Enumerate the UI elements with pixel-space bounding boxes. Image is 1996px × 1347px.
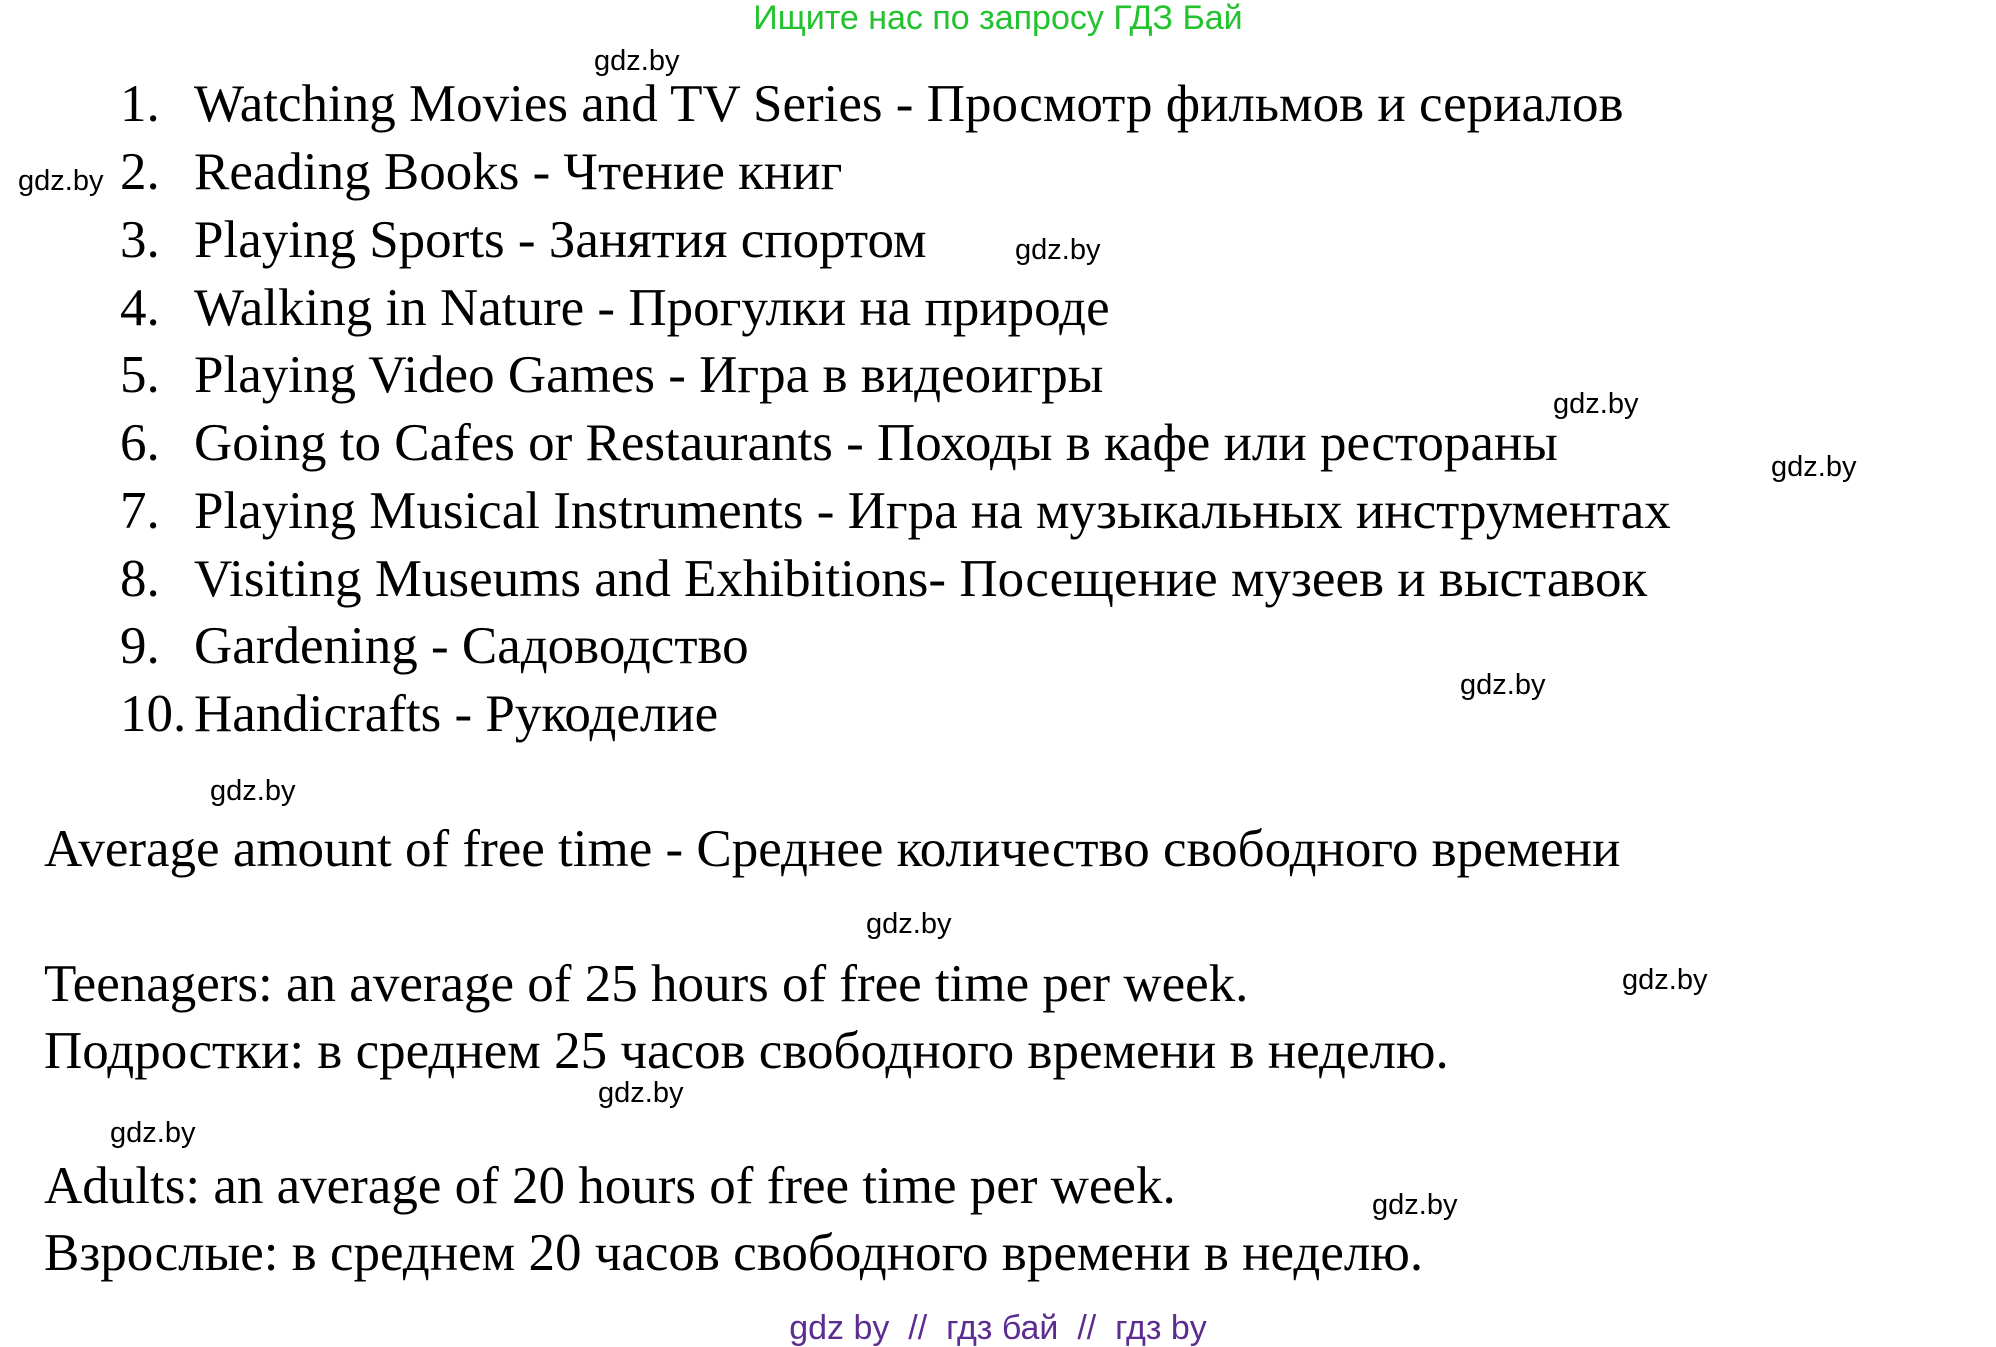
watermark: gdz.by [1460, 669, 1546, 701]
watermark: gdz.by [110, 1117, 196, 1149]
summary-heading: Average amount of free time - Среднее количество свободного времени [44, 820, 1621, 878]
list-item-number: 2. [120, 143, 160, 201]
list-item-number: 5. [120, 346, 160, 404]
watermark: gdz.by [18, 165, 104, 197]
adults-english: Adults: an average of 20 hours of free time per week. [44, 1157, 1176, 1215]
list-item-number: 8. [120, 550, 160, 608]
watermark: gdz.by [866, 908, 952, 940]
teenagers-russian: Подростки: в среднем 25 часов свободного времени в неделю. [44, 1022, 1449, 1080]
list-item-text: Reading Books - Чтение книг [194, 143, 843, 201]
list-item-number: 4. [120, 279, 160, 337]
teenagers-english: Teenagers: an average of 25 hours of free time per week. [44, 955, 1249, 1013]
watermark: gdz.by [594, 45, 680, 77]
list-item-number: 1. [120, 75, 160, 133]
watermark: gdz.by [1553, 388, 1639, 420]
watermark: gdz.by [1622, 964, 1708, 996]
list-item-number: 10. [120, 685, 187, 743]
list-item-text: Going to Cafes or Restaurants - Походы в кафе или рестораны [194, 414, 1558, 472]
watermark: gdz.by [1771, 451, 1857, 483]
list-item-text: Gardening - Садоводство [194, 617, 749, 675]
list-item-text: Watching Movies and TV Series - Просмотр фильмов и сериалов [194, 75, 1624, 133]
list-item-text: Playing Sports - Занятия спортом [194, 211, 927, 269]
adults-russian: Взрослые: в среднем 20 часов свободного времени в неделю. [44, 1224, 1424, 1282]
watermark: gdz.by [1372, 1189, 1458, 1221]
list-item-number: 7. [120, 482, 160, 540]
watermark: gdz.by [1015, 234, 1101, 266]
list-item-text: Walking in Nature - Прогулки на природе [194, 279, 1110, 337]
watermark: gdz.by [598, 1077, 684, 1109]
list-item-text: Handicrafts - Рукоделие [194, 685, 719, 743]
top-banner: Ищите нас по запросу ГДЗ Бай [753, 0, 1243, 37]
list-item-number: 9. [120, 617, 160, 675]
list-item-number: 3. [120, 211, 160, 269]
list-item-text: Playing Musical Instruments - Игра на музыкальных инструментах [194, 482, 1671, 540]
list-item-text: Playing Video Games - Игра в видеоигры [194, 346, 1104, 404]
footer-links: gdz by // гдз бай // гдз by [789, 1309, 1207, 1347]
list-item-text: Visiting Museums and Exhibitions- Посещение музеев и выставок [194, 550, 1648, 608]
watermark: gdz.by [210, 775, 296, 807]
list-item-number: 6. [120, 414, 160, 472]
